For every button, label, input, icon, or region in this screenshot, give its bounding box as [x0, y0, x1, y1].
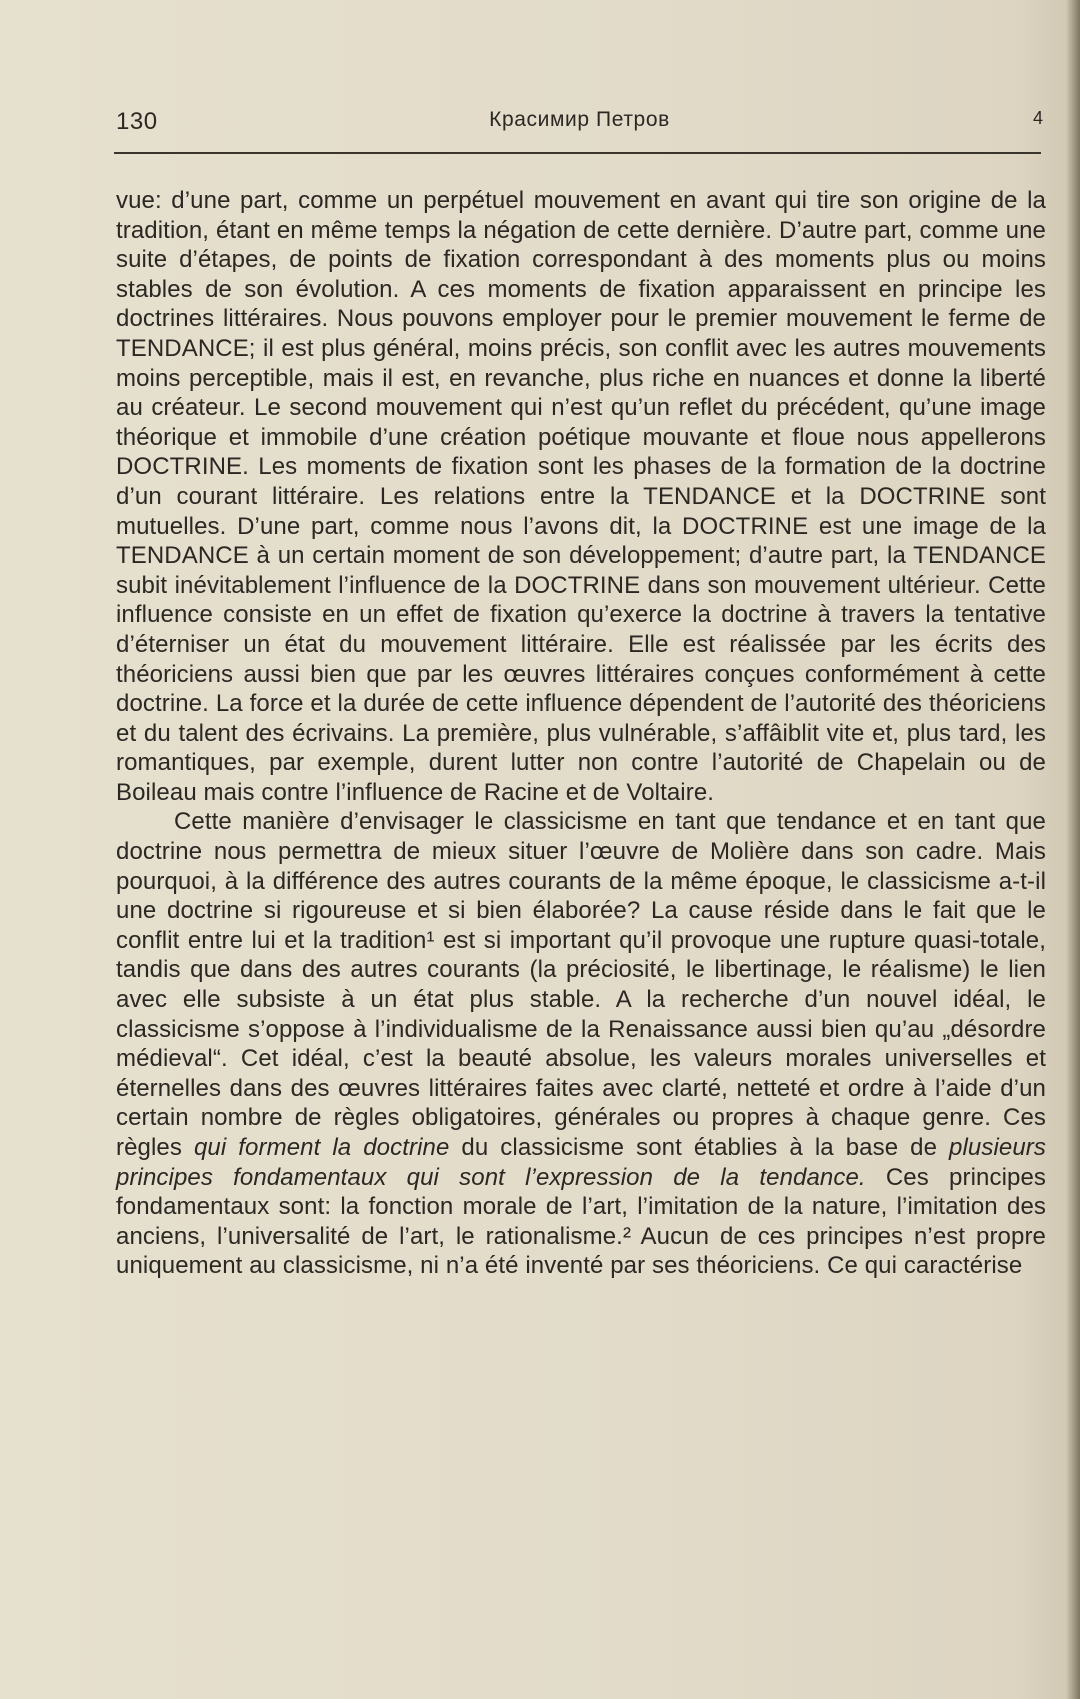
- paragraph-2: [116, 807, 1046, 1281]
- paragraph-1: [116, 186, 1046, 807]
- paragraph-1-text: vue: d’une part, comme un perpétuel mouvement en avant qui tire son origine de la tradition, étant en même temps la négation de cette dernière. D’autre part, comme une suite d’étapes, de points de fixation correspondant à des moments plus ou moins stables de son évolution. A ces moments de fixation apparaissent en principe les doctrines littéraires. Nous pouvons employer pour le premier mouvement le ferme de TENDANCE; il est plus général, moins précis, son conflit avec les autres mouvements moins perceptible, mais il est, en revanche, plus riche en nuances et donne la liberté au créateur. Le second mouvement qui n’est qu’un reflet du précédent, qu’une image théorique et immobile d’une création poétique mouvante et floue nous appellerons DOCTRINE. Les moments de fixation sont les phases de la formation de la doctrine d’un courant littéraire. Les relations entre la TENDANCE et la DOCTRINE sont mutuelles. D’une part, comme nous l’avons dit, la DOCTRINE est une image de la TENDANCE à un certain moment de son développement; d’autre part, la TENDANCE subit inévitablement l’influence de la DOCTRINE dans son mouvement ultérieur. Cette influence consiste en un effet de fixation qu’exerce la doctrine à travers la tentative d’éterniser un état du mouvement littéraire. Elle est réalissée par les écrits des théoriciens aussi bien que par les œuvres littéraires conçues conformément à cette doctrine. La force et la durée de cette influence dépendent de l’autorité des théoriciens et du talent des écrivains. La première, plus vulnérable, s’affâiblit vite et, plus tard, les romantiques, par exemple, durent lutter non contre l’autorité de Chapelain ou de Boileau mais contre l’influence de Racine et de Voltaire.: [116, 187, 1046, 806]
- page-edge-shadow: [1066, 0, 1080, 1699]
- paragraph-2-italic-2: plusieurs principes fondamentaux qui sont l’expression de la tendance.: [116, 1134, 1046, 1191]
- paragraph-2-italic-1: qui forment la doctrine: [193, 1134, 450, 1161]
- header-rule: [114, 152, 1041, 154]
- header-mark: 4: [1032, 108, 1043, 128]
- body-text: [116, 186, 1046, 1281]
- paragraph-2-text-before: Cette manière d’envisager le classicisme en tant que tendance et en tant que doctrine nous permettra de mieux situer l’œuvre de Molière dans son cadre. Mais pourquoi, à la différence des autres courants de la même époque, le classicisme a-t-il une doctrine si rigoureuse et si bien élaborée? La cause réside dans le fait que le conflit entre lui et la tradition¹ est si important qu’il provoque une rupture quasi-totale, tandis que dans des autres courants (la préciosité, le libertinage, le réalisme) le lien avec elle subsiste à un état plus stable. A la recherche d’un nouvel idéal, le classicisme s’oppose à l’individualisme de la Renaissance aussi bien qu’au „désordre médieval“. Cet idéal, c’est la beauté absolue, les valeurs morales universelles et éternelles dans des œuvres littéraires faites avec clarté, netteté et ordre à l’aide d’un certain nombre de règles obligatoires, générales ou propres à chaque genre. Ces règles: [116, 808, 1046, 1161]
- page-header: [116, 108, 1043, 148]
- page-number: 130: [116, 108, 158, 135]
- paragraph-2-text-after: Ces principes fondamentaux sont: la fonction morale de l’art, l’imitation de la nature, l’imitation des anciens, l’universalité de l’art, le rationalisme.² Aucun de ces principes n’est propre uniquement au classicisme, ni n’a été inventé par ses théoriciens. Ce qui caractérise: [116, 1163, 1046, 1280]
- running-title: Красимир Петров: [489, 108, 670, 131]
- paragraph-2-text-middle: du classicisme sont établies à la base de: [449, 1134, 950, 1161]
